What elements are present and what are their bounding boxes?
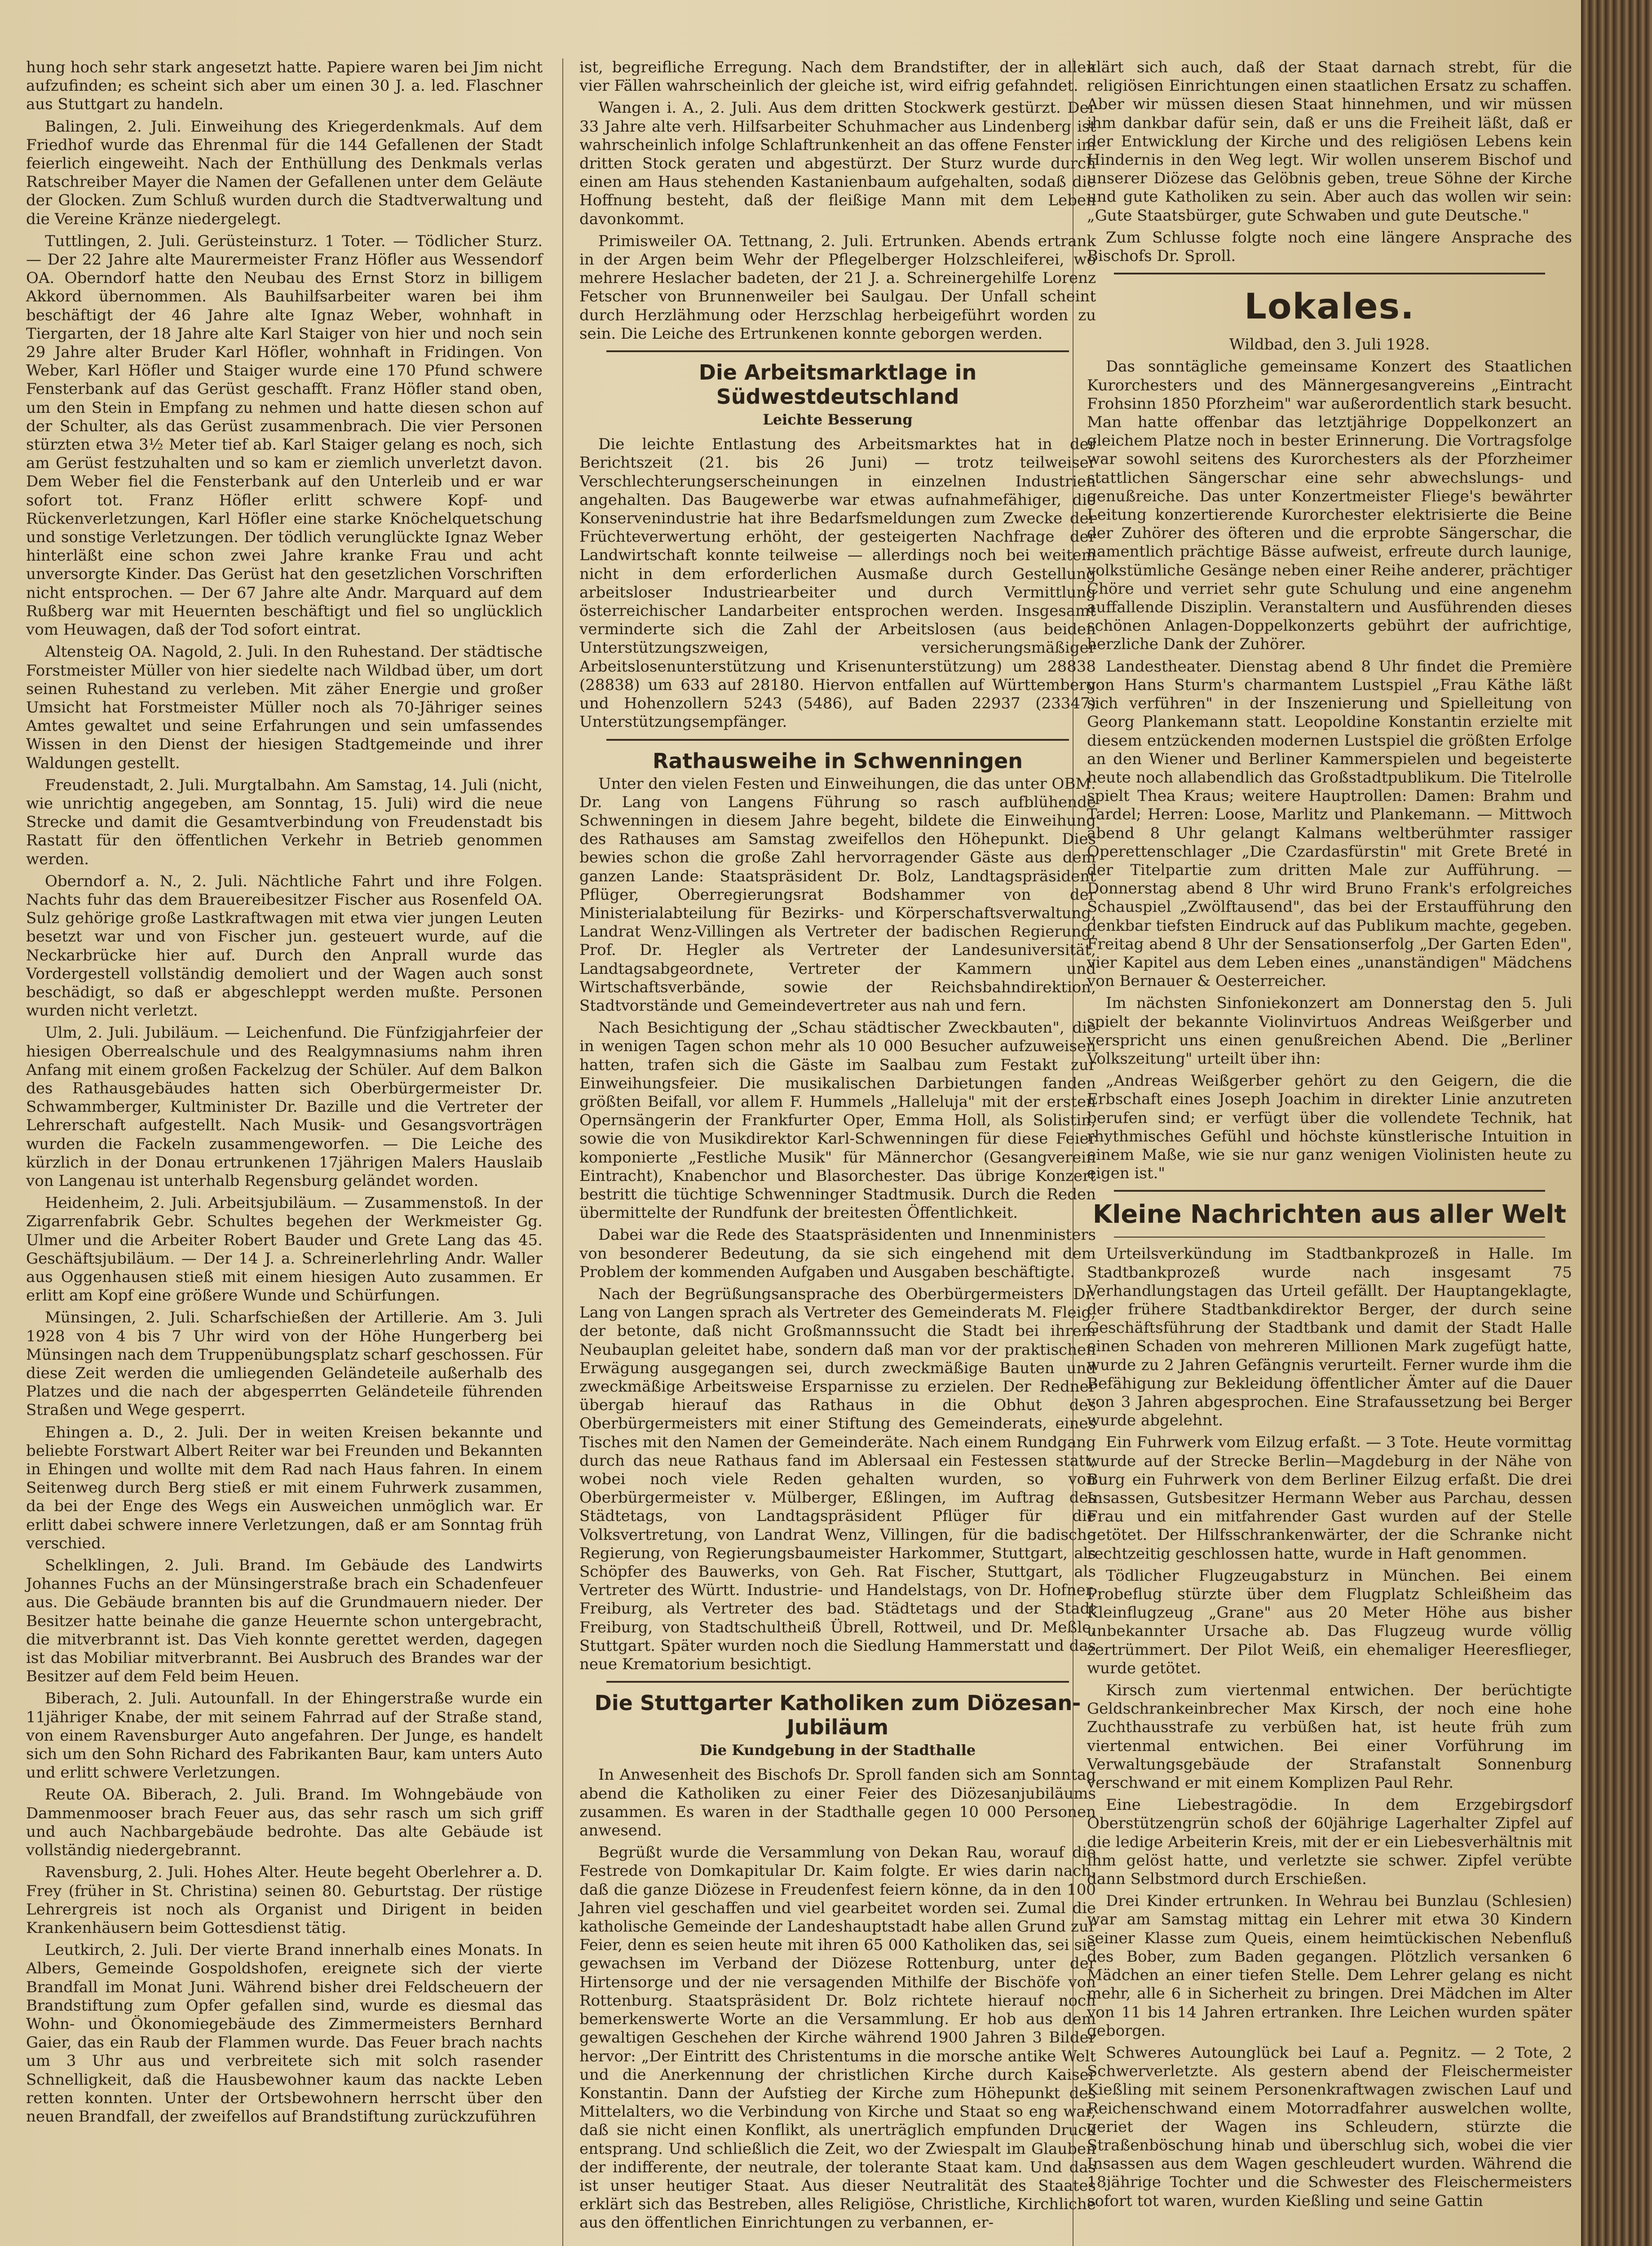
article-subheadline: Leichte Besserung xyxy=(763,411,913,429)
article-paragraph: Im nächsten Sinfoniekonzert am Donnerstag den 5. Juli spielt der bekannte Violinvirtuos Andreas Weißgerber und verspricht uns einen genußreichen Abend. Die „Berliner Volkszeitung" urteilt über ihn: xyxy=(1087,994,1572,1068)
article-paragraph: Reute OA. Biberach, 2. Juli. Brand. Im Wohngebäude von Dammenmooser brach Feuer aus, das sehr rasch um sich griff und auch Nachbargebäude bedrohte. Das alte Gebäude ist vollständig niedergebrannt. xyxy=(26,1786,543,1860)
column-2 xyxy=(579,58,1096,2236)
article-paragraph: hung hoch sehr stark angesetzt hatte. Papiere waren bei Jim nicht aufzufinden; es scheint sich aber um einen 30 J. a. led. Flaschner aus Stuttgart zu handeln. xyxy=(26,58,543,114)
article-paragraph: Freudenstadt, 2. Juli. Murgtalbahn. Am Samstag, 14. Juli (nicht, wie unrichtig angegeben, am Sonntag, 15. Juli) wird die neue Strecke und damit die Gesamtverbindung von Freudenstadt bis Rastatt für den öffentlichen Verkehr in Betrieb genommen werden. xyxy=(26,776,543,868)
article-paragraph: ist, begreifliche Erregung. Nach dem Brandstifter, der in allen vier Fällen wahrscheinlich der gleiche ist, wird eifrig gefahndet. xyxy=(579,58,1096,95)
column-3 xyxy=(1087,58,1572,2214)
article-paragraph: In Anwesenheit des Bischofs Dr. Sproll fanden sich am Sonntag abend die Katholiken zu einer Feier des Diözesanjubiläums zusammen. Es waren in der Stadthalle gegen 10 000 Personen anwesend. xyxy=(579,1766,1096,1840)
article-paragraph: Unter den vielen Festen und Einweihungen, die das unter OBM. Dr. Lang von Langens Führung so rasch aufblühende Schwenningen in diesem Jahre begeht, bildete die Einweihung des Rathauses am Samstag zweifellos den Höhepunkt. Dies bewies schon die große Zahl hervorragender Gäste aus dem ganzen Lande: Staatspräsident Dr. Bolz, Landtagspräsident Pflüger, Oberregierungsrat Bodshammer von der Ministerialabteilung für Bezirks- und Körperschaftsverwaltung, Landrat Wenz-Villingen als Vertreter der badischen Regierung, Prof. Dr. Hegler als Vertreter der Landesuniversität, Landtagsabgeordnete, Vertreter der Kammern und Wirtschaftsverbände, sowie der Reichsbahndirektion, Stadtvorstände und Gemeindevertreter aus nah und fern. xyxy=(579,774,1096,1015)
article-paragraph: Tödlicher Flugzeugabsturz in München. Bei einem Probeflug stürzte über dem Flugplatz Schleißheim das Kleinflugzeug „Grane" aus 20 Meter Höhe aus bisher unbekannter Ursache ab. Das Flugzeug wurde völlig zertrümmert. Der Pilot Weiß, ein ehemaliger Heeresflieger, wurde getötet. xyxy=(1087,1566,1572,1677)
article-paragraph: Begrüßt wurde die Versammlung von Dekan Rau, worauf die Festrede von Domkapitular Dr. Kaim folgte. Er wies darin nach, daß die ganze Diözese in Freudenfest feiern könne, da in den 100 Jahren viel geschaffen und viel gearbeitet worden sei. Zumal die katholische Gemeinde der Landeshauptstadt habe allen Grund zur Feier, denn es seien heute mit ihren 65 000 Katholiken das, sei sie gewachsen im Verband der Diözese Rottenburg, unter der Hirtensorge und der nie versagenden Mithilfe der Bischöfe von Rottenburg. Staatspräsident Dr. Bolz richtete hierauf noch bemerkenswerte Worte an die Versammlung. Er hob aus dem gewaltigen Geschehen der Kirche während 1900 Jahren 3 Bilder hervor: „Der Eintritt des Christentums in die morsche antike Welt und die Anerkennung der christlichen Kirche durch Kaiser Konstantin. Dann der Aufstieg der Kirche zum Höhepunkt des Mittelalters, wo die Verbindung von Kirche und Staat so eng war, daß sie nicht einen Konflikt, als unerträglich empfunden Druck entsprang. Und schließlich die Zeit, wo der Zwiespalt im Glauben der indifferente, der neutrale, der tolerante Staat kam. Und das ist unser heutiger Staat. Aus dieser Neutralität des Staates erklärt sich das Bestreben, alles Religiöse, Christliche, Kirchliche aus den öffentlichen Einrichtungen zu verbannen, er- xyxy=(579,1844,1096,2232)
book-binding-edge xyxy=(1581,0,1652,2246)
article-paragraph: Urteilsverkündung im Stadtbankprozeß in Halle. Im Stadtbankprozeß wurde nach insgesamt 75 Verhandlungstagen das Urteil gefällt. Der Hauptangeklagte, der frühere Stadtbankdirektor Berger, der durch seine Geschäftsführung der Stadtbank und damit der Stadt Halle einen Schaden von mehreren Millionen Mark zugefügt hatte, wurde zu 2 Jahren Gefängnis verurteilt. Ferner wurde ihm die Befähigung zur Bekleidung öffentlicher Ämter auf die Dauer von 3 Jahren abgesprochen. Eine Strafaussetzung bei Berger wurde abgelehnt. xyxy=(1087,1245,1572,1430)
column-rule xyxy=(562,58,563,2246)
article-paragraph: Kirsch zum viertenmal entwichen. Der berüchtigte Geldschrankeinbrecher Max Kirsch, der noch eine hohe Zuchthausstrafe zu verbüßen hat, ist heute früh zum viertenmal entwichen. Bei einer Vorführung im Verwaltungsgebäude der Strafanstalt Sonnenburg verschwand er mit einem Komplizen Paul Rehr. xyxy=(1087,1681,1572,1792)
article-paragraph: Nach Besichtigung der „Schau städtischer Zweckbauten", die in wenigen Tagen schon mehr als 10 000 Besucher aufzuweisen hatten, trafen sich die Gäste im Saalbau zum Festakt zur Einweihungsfeier. Die musikalischen Darbietungen fanden größten Beifall, vor allem F. Hummels „Halleluja" mit der ersten Opernsängerin der Frankfurter Oper, Emma Holl, als Solistin, sowie die von Musikdirektor Karl-Schwenningen für diese Feier komponierte „Festliche Musik" für Männerchor (Gesangverein Eintracht), Knabenchor und Blasorchester. Das übrige Konzert bestritt die tüchtige Schwenninger Stadtmusik. Durch die Reden übermittelte der Rundfunk der breitesten Öffentlichkeit. xyxy=(579,1019,1096,1222)
section-divider xyxy=(606,739,1069,741)
article-paragraph: Oberndorf a. N., 2. Juli. Nächtliche Fahrt und ihre Folgen. Nachts fuhr das dem Brauereibesitzer Fischer aus Rosenfeld OA. Sulz gehörige große Lastkraftwagen mit etwa vier jungen Leuten besetzt war und von Fischer jun. gesteuert wurde, auf die Neckarbrücke hier auf. Durch den Anprall wurde das Vordergestell vollständig demoliert und der Wagen auch sonst beschädigt, so daß er abgeschleppt werden mußte. Personen wurden nicht verletzt. xyxy=(26,872,543,1020)
article-paragraph: Schelklingen, 2. Juli. Brand. Im Gebäude des Landwirts Johannes Fuchs an der Münsingerstraße brach ein Schadenfeuer aus. Die Gebäude brannten bis auf die Grundmauern nieder. Der Besitzer hatte beinahe die ganze Heuernte schon untergebracht, die mitverbrannt ist. Das Vieh konnte gerettet werden, dagegen ist das Mobiliar mitverbrannt. Bei Ausbruch des Brandes war der Besitzer auf dem Feld beim Heuen. xyxy=(26,1556,543,1686)
section-divider xyxy=(606,1681,1069,1683)
section-title-news: Kleine Nachrichten aus aller Welt xyxy=(1092,1200,1567,1229)
article-paragraph: Zum Schlusse folgte noch eine längere Ansprache des Bischofs Dr. Sproll. xyxy=(1087,228,1572,265)
section-divider xyxy=(1114,273,1545,274)
article-paragraph: Drei Kinder ertrunken. In Wehrau bei Bunzlau (Schlesien) war am Samstag mittag ein Lehrer mit etwa 30 Kindern seiner Klasse zum Queis, einem heimtückischen Nebenfluß des Bober, zum Baden gegangen. Plötzlich versanken 6 Mädchen an einer tiefen Stelle. Dem Lehrer gelang es nicht mehr, alle 6 in Sicherheit zu bringen. Drei Mädchen im Alter von 11 bis 14 Jahren ertranken. Ihre Leichen wurden später geborgen. xyxy=(1087,1892,1572,2040)
article-paragraph: Biberach, 2. Juli. Autounfall. In der Ehingerstraße wurde ein 11jähriger Knabe, der mit seinem Fahrrad auf der Straße stand, von einem Ravensburger Auto angefahren. Der Junge, es handelt sich um den Sohn Richard des Fabrikanten Baur, kam unters Auto und erlitt schwere Verletzungen. xyxy=(26,1689,543,1782)
article-paragraph: Dabei war die Rede des Staatspräsidenten und Innenministers von besonderer Bedeutung, da sie sich eingehend mit dem Problem der kommenden Aufgaben und Ausgaben beschäftigte. xyxy=(579,1226,1096,1281)
article-paragraph: Ulm, 2. Juli. Jubiläum. — Leichenfund. Die Fünfzigjahrfeier der hiesigen Oberrealschule und des Realgymnasiums nahm ihren Anfang mit einem großen Fackelzug der Schüler. Auf dem Balkon des Rathausgebäudes hatten sich Oberbürgermeister Dr. Schwammberger, Kultminister Dr. Bazille und die Vertreter der Lehrerschaft aufgestellt. Nach Musik- und Gesangsvorträgen wurden die Fackeln zusammengeworfen. — Die Leiche des kürzlich in der Donau ertrunkenen 17jährigen Malers Hauslaib von Langenau ist unterhalb Regensburg geländet worden. xyxy=(26,1024,543,1190)
article-paragraph: Wangen i. A., 2. Juli. Aus dem dritten Stockwerk gestürzt. Der 33 Jahre alte verh. Hilfsarbeiter Schuhmacher aus Lindenberg ist wahrscheinlich infolge Schlaftrunkenheit an das offene Fenster im dritten Stock geraten und abgestürzt. Der Sturz wurde durch einen am Haus stehenden Kastanienbaum aufgehalten, sodaß die Hoffnung besteht, daß der fleißige Mann mit dem Leben davonkommt. xyxy=(579,99,1096,228)
article-subheadline: Die Kundgebung in der Stadthalle xyxy=(699,1742,976,1759)
section-divider xyxy=(1114,1190,1545,1192)
article-paragraph: Münsingen, 2. Juli. Scharfschießen der Artillerie. Am 3. Juli 1928 von 4 bis 7 Uhr wird von der Höhe Hungerberg bei Münsingen nach dem Truppenübungsplatz scharf geschossen. Für diese Zeit werden die umliegenden Geländeteile außerhalb des Platzes und die nach der abgesperrten Geländeteile führenden Straßen und Wege gesperrt. xyxy=(26,1309,543,1419)
article-paragraph: Heidenheim, 2. Juli. Arbeitsjubiläum. — Zusammenstoß. In der Zigarrenfabrik Gebr. Schultes begehen der Werkmeister Gg. Ulmer und die Arbeiter Robert Bauder und Grete Lang das 45. Geschäftsjubiläum. — Der 14 J. a. Schreinerlehrling Andr. Waller aus Oggenhausen stieß mit einem hiesigen Auto zusammen. Er erlitt am Kopf eine größere Wunde und Schürfungen. xyxy=(26,1194,543,1305)
article-paragraph: Die leichte Entlastung des Arbeitsmarktes hat in der Berichtszeit (21. bis 26 Juni) — trotz teilweiser Verschlechterungserscheinungen in einzelnen Industrien angehalten. Das Baugewerbe war etwas aufnahmefähiger, die Konservenindustrie hat ihre Bedarfsmeldungen zum Zwecke der Früchteverwertung erhöht, der gesteigerten Nachfrage der Landwirtschaft konnte teilweise — allerdings noch bei weitem nicht in dem erforderlichen Ausmaße durch Gestellung arbeitsloser Industriearbeiter und durch Vermittlung österreichischer Landarbeiter entsprochen werden. Insgesamt verminderte sich die Zahl der Arbeitslosen (aus beiden Unterstützungszweigen, versicherungsmäßiger Arbeitslosenunterstützung und Krisenunterstützung) um 28838 (28838) um 633 auf 28180. Hiervon entfallen auf Württemberg und Hohenzollern 5243 (5486), auf Baden 22937 (23347) Unterstützungsempfänger. xyxy=(579,435,1096,731)
article-paragraph: Eine Liebestragödie. In dem Erzgebirgsdorf Oberstützengrün schoß der 60jährige Lagerhalter Zipfel auf die ledige Arbeiterin Kreis, mit der er ein Liebesverhältnis mit ihm gelöst hatte, und verletzte sie schwer. Zipfel verübte dann Selbstmord durch Erschießen. xyxy=(1087,1796,1572,1888)
article-paragraph: Nach der Begrüßungsansprache des Oberbürgermeisters Dr. Lang von Langen sprach als Vertreter des Gemeinderats M. Fleig, der betonte, daß nicht Großmannssucht die Stadt bei ihrem Neubauplan geleitet habe, sondern daß man vor der praktischen Erwägung ausgegangen sei, durch zweckmäßige Bauten und zweckmäßige Arbeitsweise Ersparnisse zu erzielen. Der Redner übergab hierauf das Rathaus in die Obhut des Oberbürgermeisters mit einer Stiftung des Gemeinderats, eines Tisches mit den Namen der Gemeinderäte. Nach einem Rundgang durch das neue Rathaus fand im Ablersaal ein Festessen statt, wobei noch viele Reden gehalten wurden, so von Oberbürgermeister v. Mülberger, Eßlingen, im Auftrag des Städtetags, von Landtagspräsident Pflüger für die Volksvertretung, von Landrat Wenz, Villingen, für die badische Regierung, von Regierungsbaumeister Harkommer, Stuttgart, als Schöpfer des Bauwerks, von Geh. Rat Fischer, Stuttgart, als Vertreter des Württ. Industrie- und Handelstags, von Dr. Hofner, Freiburg, als Vertreter des bad. Städtetags und der Stadt Freiburg, von Stadtschultheiß Übrell, Rottweil, und Dr. Meßle, Stuttgart. Später wurden noch die Siedlung Hammerstatt und das neue Krematorium besichtigt. xyxy=(579,1285,1096,1674)
article-paragraph: Schweres Autounglück bei Lauf a. Pegnitz. — 2 Tote, 2 Schwerverletzte. Als gestern abend der Fleischermeister Kießling mit seinem Personenkraftwagen zwischen Lauf und Reichenschwand einem Motorradfahrer auswelchen wollte, geriet der Wagen ins Schleudern, stürzte die Straßenböschung hinab und überschlug sich, wobei die vier Insassen aus dem Wagen geschleudert wurden. Während die 18jährige Tochter und die Schwester des Fleischermeisters sofort tot waren, wurden Kießling und seine Gattin xyxy=(1087,2043,1572,2210)
article-paragraph: Primisweiler OA. Tettnang, 2. Juli. Ertrunken. Abends ertrank in der Argen beim Wehr der Pflegelberger Holzschleiferei, wo mehrere Heslacher badeten, der 21 J. a. Schreinergehilfe Lorenz Fetscher von Brunnenweiler bei Saulgau. Der Unfall scheint durch Herzlähmung oder Herzschlag herbeigeführt worden zu sein. Die Leiche des Ertrunkenen konnte geborgen werden. xyxy=(579,232,1096,343)
article-headline: Rathausweihe in Schwenningen xyxy=(652,748,1023,773)
article-headline: Die Arbeitsmarktlage in Südwestdeutschland xyxy=(698,360,977,409)
article-paragraph: Leutkirch, 2. Juli. Der vierte Brand innerhalb eines Monats. In Albers, Gemeinde Gospoldshofen, ereignete sich der vierte Brandfall im Monat Juni. Während bisher drei Feldscheuern der Brandstiftung zum Opfer gefallen sind, wurde es diesmal das Wohn- und Ökonomiegebäude des Zimmermeisters Bernhard Gaier, das ein Raub der Flammen wurde. Das Feuer brach nachts um 3 Uhr aus und verbreitete sich mit solch rasender Schnelligkeit, daß die Hausbewohner kaum das nackte Leben retten konnten. Unter der Ortsbewohnern herrscht über den neuen Brandfall, der zweifellos auf Brandstiftung zurückzuführen xyxy=(26,1941,543,2126)
article-paragraph: Ehingen a. D., 2. Juli. Der in weiten Kreisen bekannte und beliebte Forstwart Albert Reiter war bei Freunden und Bekannten in Ehingen und wollte mit dem Rad nach Haus fahren. In einem Seitenweg durch Berg stieß er mit einem Fuhrwerk zusammen, da bei der Enge des Wegs ein Ausweichen unmöglich war. Er erlitt dabei schwere innere Verletzungen, daß er am Sonntag früh verschied. xyxy=(26,1423,543,1552)
column-1 xyxy=(26,58,543,2130)
article-paragraph: Tuttlingen, 2. Juli. Gerüsteinsturz. 1 Toter. — Tödlicher Sturz. — Der 22 Jahre alte Maurermeister Franz Höfler aus Wessendorf OA. Oberndorf hatte den Neubau des Ernst Storz in billigem Akkord übernommen. Als Bauhilfsarbeiter waren bei ihm beschäftigt der 46 Jahre alte Ignaz Weber, wohnhaft in Tiergarten, der 18 Jahre alte Karl Staiger von hier und noch sein 29 Jahre alter Bruder Karl Höfler, wohnhaft in Fridingen. Von Weber, Karl Höfler und Staiger wurde eine 170 Pfund schwere Fensterbank auf das Gerüst geschafft. Franz Höfler stand oben, um den Stein in Empfang zu nehmen und hatte diesen schon auf der Schulter, als das Gerüst zusammenbrach. Die vier Personen stürzten etwa 3½ Meter tief ab. Karl Staiger gelang es noch, sich am Gerüst festzuhalten und so kam er ziemlich unverletzt davon. Dem Weber fiel die Fensterbank auf den Unterleib und er war sofort tot. Franz Höfler erlitt schwere Kopf- und Rückenverletzungen, Karl Höfler eine starke Knöchelquetschung und sonstige Verletzungen. Der tödlich verunglückte Ignaz Weber hinterläßt eine schon zwei Jahre kranke Frau und acht unversorgte Kinder. Das Gerüst hat den gesetzlichen Vorschriften nicht entsprochen. — Der 67 Jahre alte Andr. Marquard auf dem Rußberg war mit Heuernten beschäftigt und fiel so unglücklich vom Heuwagen, daß der Tod sofort eintrat. xyxy=(26,232,543,639)
article-paragraph: klärt sich auch, daß der Staat darnach strebt, für die religiösen Einrichtungen einen staatlichen Ersatz zu schaffen. Aber wir müssen diesen Staat hinnehmen, und wir müssen ihm dankbar dafür sein, daß er uns die Freiheit läßt, daß er der Entwicklung der Kirche und des religiösen Lebens kein Hindernis in den Weg legt. Wir wollen unserem Bischof und unserer Diözese das Gelöbnis geben, treue Söhne der Kirche und gute Katholiken zu sein. Aber auch das wollen wir sein: „Gute Staatsbürger, gute Schwaben und gute Deutsche." xyxy=(1087,58,1572,225)
dateline: Wildbad, den 3. Juli 1928. xyxy=(1229,336,1430,354)
article-paragraph: Landestheater. Dienstag abend 8 Uhr findet die Première von Hans Sturm's charmantem Lustspiel „Frau Käthe läßt sich verführen" in der Inszenierung und Spielleitung von Georg Plankemann statt. Leopoldine Konstantin erzielte mit diesem entzückenden modernen Lustspiel die größten Erfolge an den Wiener und Berliner Kammerspielen und begeisterte heute noch allabendlich das Großstadtpublikum. Die Titelrolle spielt Thea Kraus; weitere Hauptrollen: Damen: Brahm und Tardel; Herren: Loose, Marlitz und Plankemann. — Mittwoch abend 8 Uhr gelangt Kalmans weltberühmter rassiger Operettenschlager „Die Czardasfürstin" mit Grete Breté in der Titelpartie zum dritten Male zur Aufführung. — Donnerstag abend 8 Uhr wird Bruno Frank's erfolgreiches Schauspiel „Zwölftausend", das bei der Erstaufführung den denkbar tiefsten Eindruck auf das Publikum machte, gegeben. Freitag abend 8 Uhr der Sensationserfolg „Der Garten Eden", vier Kapitel aus dem Leben eines „unanständigen" Mädchens von Bernauer & Oesterreicher. xyxy=(1087,657,1572,990)
section-divider xyxy=(1114,1237,1545,1238)
article-paragraph: „Andreas Weißgerber gehört zu den Geigern, die die Erbschaft eines Joseph Joachim in direkter Linie anzutreten berufen sind; er verfügt über die vollendete Technik, hat rhythmisches Gefühl und höchste künstlerische Intuition in einem Maße, wie sie nur ganz wenigen Violinisten heute zu eigen ist." xyxy=(1087,1072,1572,1183)
section-title-lokales: Lokales. xyxy=(1244,287,1415,327)
article-paragraph: Ravensburg, 2. Juli. Hohes Alter. Heute begeht Oberlehrer a. D. Frey (früher in St. Christina) seinen 80. Geburtstag. Der rüstige Lehrergreis ist noch als Organist und Dirigent in beiden Krankenhäusern beim Gottesdienst tätig. xyxy=(26,1863,543,1937)
article-headline: Die Stuttgarter Katholiken zum Diözesan-Jubiläum xyxy=(594,1691,1081,1740)
article-paragraph: Das sonntägliche gemeinsame Konzert des Staatlichen Kurorchesters und des Männergesangvereins „Eintracht Frohsinn 1850 Pforzheim" war außerordentlich stark besucht. Man hatte offenbar das letztjährige Doppelkonzert an gleichem Platze noch in bester Erinnerung. Die Vortragsfolge war sowohl seitens des Kurorchesters als der Pforzheimer stattlichen Sängerschar eine sehr abwechslungs- und genußreiche. Das unter Konzertmeister Fliege's bewährter Leitung konzertierende Kurorchester elektrisierte die Beine der Zuhörer des öfteren und die erprobte Sängerschar, die namentlich prächtige Bässe aufweist, erfreute durch launige, volkstümliche Gesänge neben einer Reihe anderer, prächtiger Chöre und verriet sehr gute Schulung und eine angenehm auffallende Disziplin. Veranstaltern und Ausführenden dieses schönen Anlagen-Doppelkonzerts gebührt der aufrichtige, herzliche Dank der Zuhörer. xyxy=(1087,358,1572,654)
article-paragraph: Ein Fuhrwerk vom Eilzug erfaßt. — 3 Tote. Heute vormittag wurde auf der Strecke Berlin—Magdeburg in der Nähe von Burg ein Fuhrwerk von dem Berliner Eilzug erfaßt. Die drei Insassen, Gutsbesitzer Hermann Weber aus Parchau, dessen Frau und ein mitfahrender Gast wurden auf der Stelle getötet. Der Hilfsschrankenwärter, der die Schranke nicht rechtzeitig geschlossen hatte, wurde in Haft genommen. xyxy=(1087,1433,1572,1563)
article-paragraph: Altensteig OA. Nagold, 2. Juli. In den Ruhestand. Der städtische Forstmeister Müller von hier siedelte nach Wildbad über, um dort seinen Ruhestand zu verleben. Mit zäher Energie und großer Umsicht hat Forstmeister Müller noch als 70-Jähriger seines Amtes gewaltet und seine Erfahrungen und sein umfassendes Wissen in den Dienst der hiesigen Stadtgemeinde und ihrer Waldungen gestellt. xyxy=(26,643,543,772)
section-divider xyxy=(606,350,1069,352)
article-paragraph: Balingen, 2. Juli. Einweihung des Kriegerdenkmals. Auf dem Friedhof wurde das Ehrenmal für die 144 Gefallenen der Stadt feierlich eingeweiht. Nach der Enthüllung des Denkmals verlas Ratschreiber Mayer die Namen der Gefallenen unter dem Geläute der Glocken. Zum Schluß wurden durch die Stadtverwaltung und die Vereine Kränze niedergelegt. xyxy=(26,117,543,228)
